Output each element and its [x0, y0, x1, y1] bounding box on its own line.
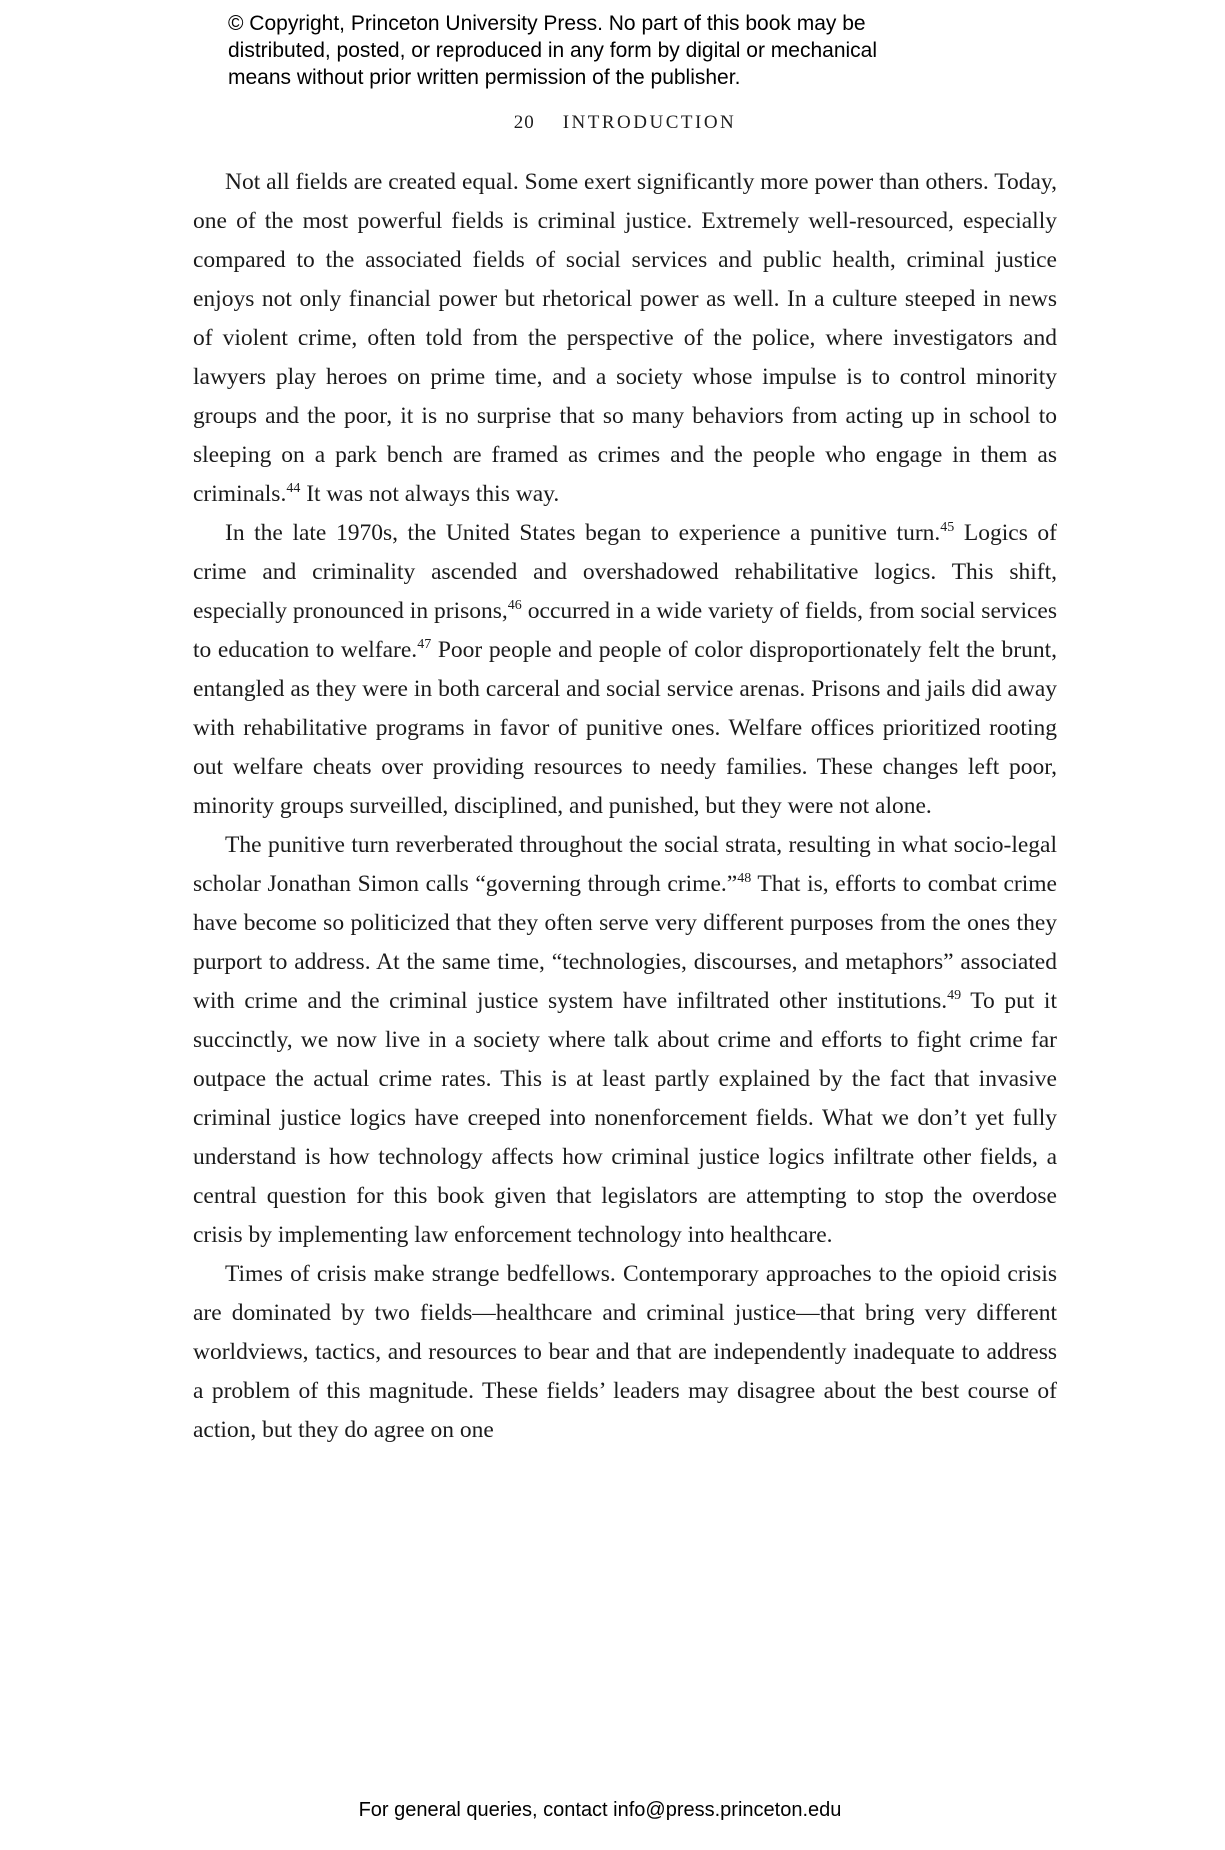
paragraph-text: The punitive turn reverberated throughout the social strata, resulting in what socio-legal scholar Jonathan Simon calls “governing through crime.”: [193, 832, 1057, 897]
paragraph-text: Not all fields are created equal. Some exert significantly more power than others. Today, one of the most powerful fields is criminal justice. Extremely well-resourced, especially compared to the associated fields of social services and public health, criminal justice enjoys not only financial power but rhetorical power as well. In a culture steeped in news of violent crime, often told from the perspective of the police, where investigators and lawyers play heroes on prime time, and a society whose impulse is to control minority groups and the poor, it is no surprise that so many behaviors from acting up in school to sleeping on a park bench are framed as crimes and the people who engage in them as criminals.: [193, 169, 1057, 507]
chapter-title: INTRODUCTION: [562, 112, 737, 133]
copyright-notice: [228, 10, 1018, 91]
paragraph-text: Logics of crime and criminality ascended and overshadowed rehabilitative logics. This shift, especially pronounced in prisons,: [193, 520, 1057, 624]
copyright-line: means without prior written permission of the publisher.: [228, 66, 741, 89]
footnote-ref-48: 48: [737, 871, 752, 886]
paragraph: [193, 514, 1057, 826]
copyright-line: distributed, posted, or reproduced in any form by digital or mechanical: [228, 39, 878, 62]
footnote-ref-49: 49: [947, 988, 962, 1003]
paragraph: [193, 163, 1057, 514]
footnote-ref-46: 46: [507, 598, 522, 613]
footer-contact: For general queries, contact info@press.princeton.edu: [358, 1799, 842, 1821]
paragraph: [193, 1255, 1057, 1450]
paragraph-text: Poor people and people of color disproportionately felt the brunt, entangled as they were in both carceral and social service arenas. Prisons and jails did away with rehabilitative programs in favor of punitive ones. Welfare offices prioritized rooting out welfare cheats over providing resources to needy families. These changes left poor, minority groups surveilled, disciplined, and punished, but they were not alone.: [193, 637, 1057, 819]
paragraph-text: To put it succinctly, we now live in a society where talk about crime and efforts to fight crime far outpace the actual crime rates. This is at least partly explained by the fact that invasive criminal justice logics have creeped into nonenforcement fields. What we don’t yet fully understand is how technology affects how criminal justice logics infiltrate other fields, a central question for this book given that legislators are attempting to stop the overdose crisis by implementing law enforcement technology into healthcare.: [193, 988, 1057, 1248]
body-text: [193, 163, 1057, 1450]
page-number: 20: [513, 112, 535, 133]
paragraph-text: occurred in a wide variety of fields, from social services to education to welfare.: [193, 598, 1057, 663]
paragraph-text: Times of crisis make strange bedfellows. Contemporary approaches to the opioid crisis are dominated by two fields—healthcare and criminal justice—that bring very different worldviews, tactics, and resources to bear and that are independently inadequate to address a problem of this magnitude. These fields’ leaders may disagree about the best course of action, but they do agree on one: [193, 1261, 1057, 1443]
footnote-ref-44: 44: [286, 481, 301, 496]
paragraph-text: It was not always this way.: [300, 481, 560, 507]
paragraph-text: That is, efforts to combat crime have become so politicized that they often serve very different purposes from the ones they purport to address. At the same time, “technologies, discourses, and metaphors” associated with crime and the criminal justice system have infiltrated other institutions.: [193, 871, 1057, 1014]
paragraph-text: In the late 1970s, the United States began to experience a punitive turn.: [225, 520, 941, 546]
paragraph: [193, 826, 1057, 1255]
footnote-ref-47: 47: [417, 637, 432, 652]
copyright-line: © Copyright, Princeton University Press. No part of this book may be: [228, 12, 866, 35]
running-header: [193, 112, 1057, 134]
footnote-ref-45: 45: [940, 520, 955, 535]
